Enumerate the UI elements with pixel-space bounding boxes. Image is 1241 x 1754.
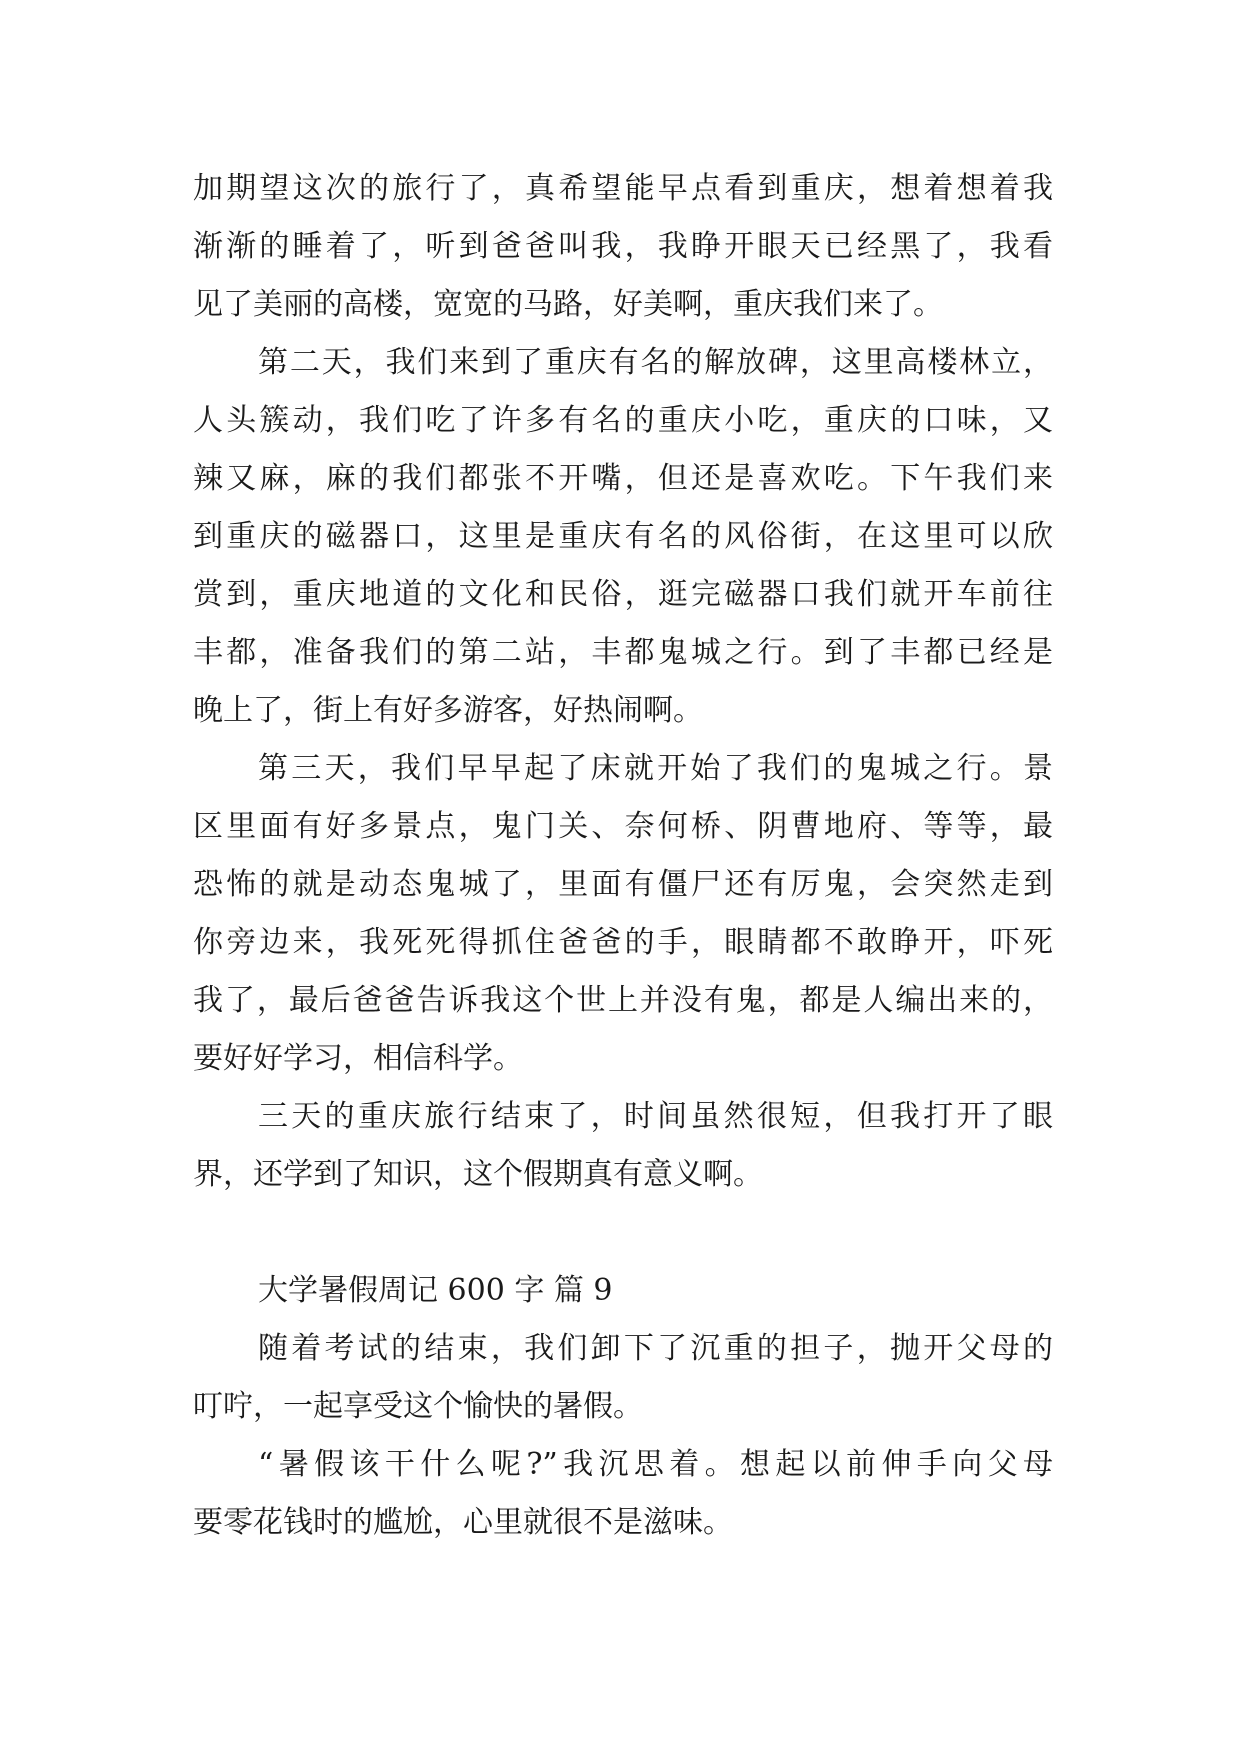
- text-line: 人头簇动，我们吃了许多有名的重庆小吃，重庆的口味，又: [193, 403, 1053, 438]
- text-line: 要零花钱时的尴尬，心里就很不是滋味。: [193, 1505, 733, 1540]
- section-heading: 大学暑假周记 600 字 篇 9: [258, 1273, 613, 1308]
- text-line: 丰都，准备我们的第二站，丰都鬼城之行。到了丰都已经是: [193, 635, 1053, 670]
- paragraph-first-line: “暑假该干什么呢?”我沉思着。想起以前伸手向父母: [258, 1447, 1053, 1482]
- text-line: 晚上了，街上有好多游客，好热闹啊。: [193, 693, 703, 728]
- paragraph-first-line: 第二天，我们来到了重庆有名的解放碑，这里高楼林立，: [258, 345, 1053, 380]
- text-line: 界，还学到了知识，这个假期真有意义啊。: [193, 1157, 763, 1192]
- paragraph-first-line: 第三天，我们早早起了床就开始了我们的鬼城之行。景: [258, 751, 1053, 786]
- text-line: 恐怖的就是动态鬼城了，里面有僵尸还有厉鬼，会突然走到: [193, 867, 1053, 902]
- text-line: 赏到，重庆地道的文化和民俗，逛完磁器口我们就开车前往: [193, 577, 1053, 612]
- text-line: 区里面有好多景点，鬼门关、奈何桥、阴曹地府、等等，最: [193, 809, 1053, 844]
- text-line: 要好好学习，相信科学。: [193, 1041, 523, 1076]
- paragraph-first-line: 随着考试的结束，我们卸下了沉重的担子，抛开父母的: [258, 1331, 1053, 1366]
- text-line: 见了美丽的高楼，宽宽的马路，好美啊，重庆我们来了。: [193, 287, 943, 322]
- text-line: 渐渐的睡着了，听到爸爸叫我，我睁开眼天已经黑了，我看: [193, 229, 1053, 264]
- text-line: 到重庆的磁器口，这里是重庆有名的风俗街，在这里可以欣: [193, 519, 1053, 554]
- text-line: 叮咛，一起享受这个愉快的暑假。: [193, 1389, 643, 1424]
- paragraph-first-line: 三天的重庆旅行结束了，时间虽然很短，但我打开了眼: [258, 1099, 1053, 1134]
- text-line: 辣又麻，麻的我们都张不开嘴，但还是喜欢吃。下午我们来: [193, 461, 1053, 496]
- text-line: 你旁边来，我死死得抓住爸爸的手，眼睛都不敢睁开，吓死: [193, 925, 1053, 960]
- text-line: 我了，最后爸爸告诉我这个世上并没有鬼，都是人编出来的，: [193, 983, 1053, 1018]
- text-line: 加期望这次的旅行了，真希望能早点看到重庆，想着想着我: [193, 171, 1053, 206]
